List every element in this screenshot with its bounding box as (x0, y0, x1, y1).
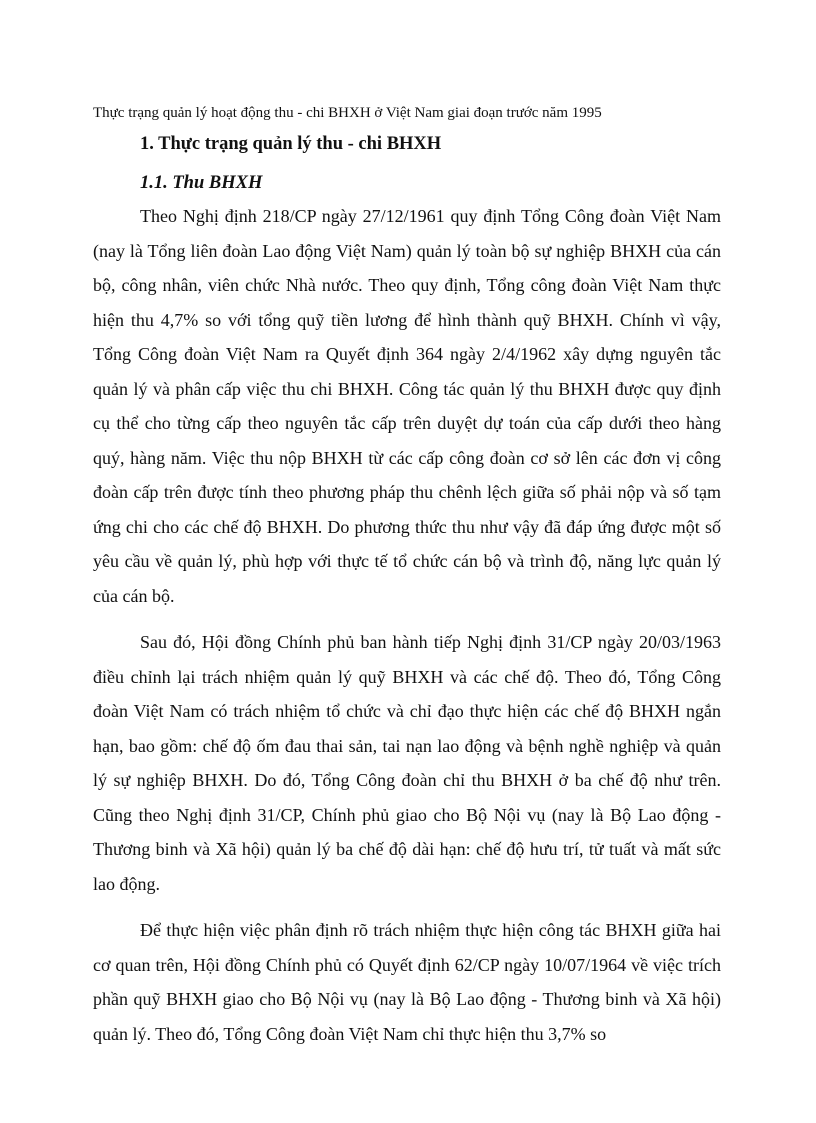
running-header: Thực trạng quản lý hoạt động thu - chi BHXH ở Việt Nam giai đoạn trước năm 1995 (93, 105, 602, 121)
section-heading: 1. Thực trạng quản lý thu - chi BHXH (140, 134, 442, 154)
paragraph-3: Để thực hiện việc phân định rõ trách nhiệm thực hiện công tác BHXH giữa hai cơ quan trên, Hội đồng Chính phủ có Quyết định 62/CP ngày 10/07/1964 về việc trích phần quỹ BHXH giao cho Bộ Nội vụ (nay là Bộ Lao động - Thương binh và Xã hội) quản lý. Theo đó, Tổng Công đoàn Việt Nam chỉ thực hiện thu 3,7% so (93, 920, 721, 1044)
paragraph-1: Theo Nghị định 218/CP ngày 27/12/1961 quy định Tổng Công đoàn Việt Nam (nay là Tổng liên đoàn Lao động Việt Nam) quản lý toàn bộ sự nghiệp BHXH của cán bộ, công nhân, viên chức Nhà nước. Theo quy định, Tổng công đoàn Việt Nam thực hiện thu 4,7% so với tổng quỹ tiền lương để hình thành quỹ BHXH. Chính vì vậy, Tổng Công đoàn Việt Nam ra Quyết định 364 ngày 2/4/1962 xây dựng nguyên tắc quản lý và phân cấp việc thu chi BHXH. Công tác quản lý thu BHXH được quy định cụ thể cho từng cấp theo nguyên tắc cấp trên duyệt dự toán của cấp dưới theo hàng quý, hàng năm. Việc thu nộp BHXH từ các cấp công đoàn cơ sở lên các đơn vị công đoàn cấp trên được tính theo phương pháp thu chênh lệch giữa số phải nộp và số tạm ứng chi cho các chế độ BHXH. Do phương thức thu như vậy đã đáp ứng được một số yêu cầu về quản lý, phù hợp với thực tế tổ chức cán bộ và trình độ, năng lực quản lý của cán bộ. (93, 206, 721, 606)
body-text (93, 199, 721, 1063)
paragraph-2: Sau đó, Hội đồng Chính phủ ban hành tiếp Nghị định 31/CP ngày 20/03/1963 điều chỉnh lại trách nhiệm quản lý quỹ BHXH và các chế độ. Theo đó, Tổng Công đoàn Việt Nam có trách nhiệm tổ chức và chỉ đạo thực hiện các chế độ BHXH ngắn hạn, bao gồm: chế độ ốm đau thai sản, tai nạn lao động và bệnh nghề nghiệp và quản lý sự nghiệp BHXH. Do đó, Tổng Công đoàn chỉ thu BHXH ở ba chế độ như trên. Cũng theo Nghị định 31/CP, Chính phủ giao cho Bộ Nội vụ (nay là Bộ Lao động - Thương binh và Xã hội) quản lý ba chế độ dài hạn: chế độ hưu trí, tử tuất và mất sức lao động. (93, 632, 721, 894)
subsection-heading: 1.1. Thu BHXH (140, 173, 263, 193)
